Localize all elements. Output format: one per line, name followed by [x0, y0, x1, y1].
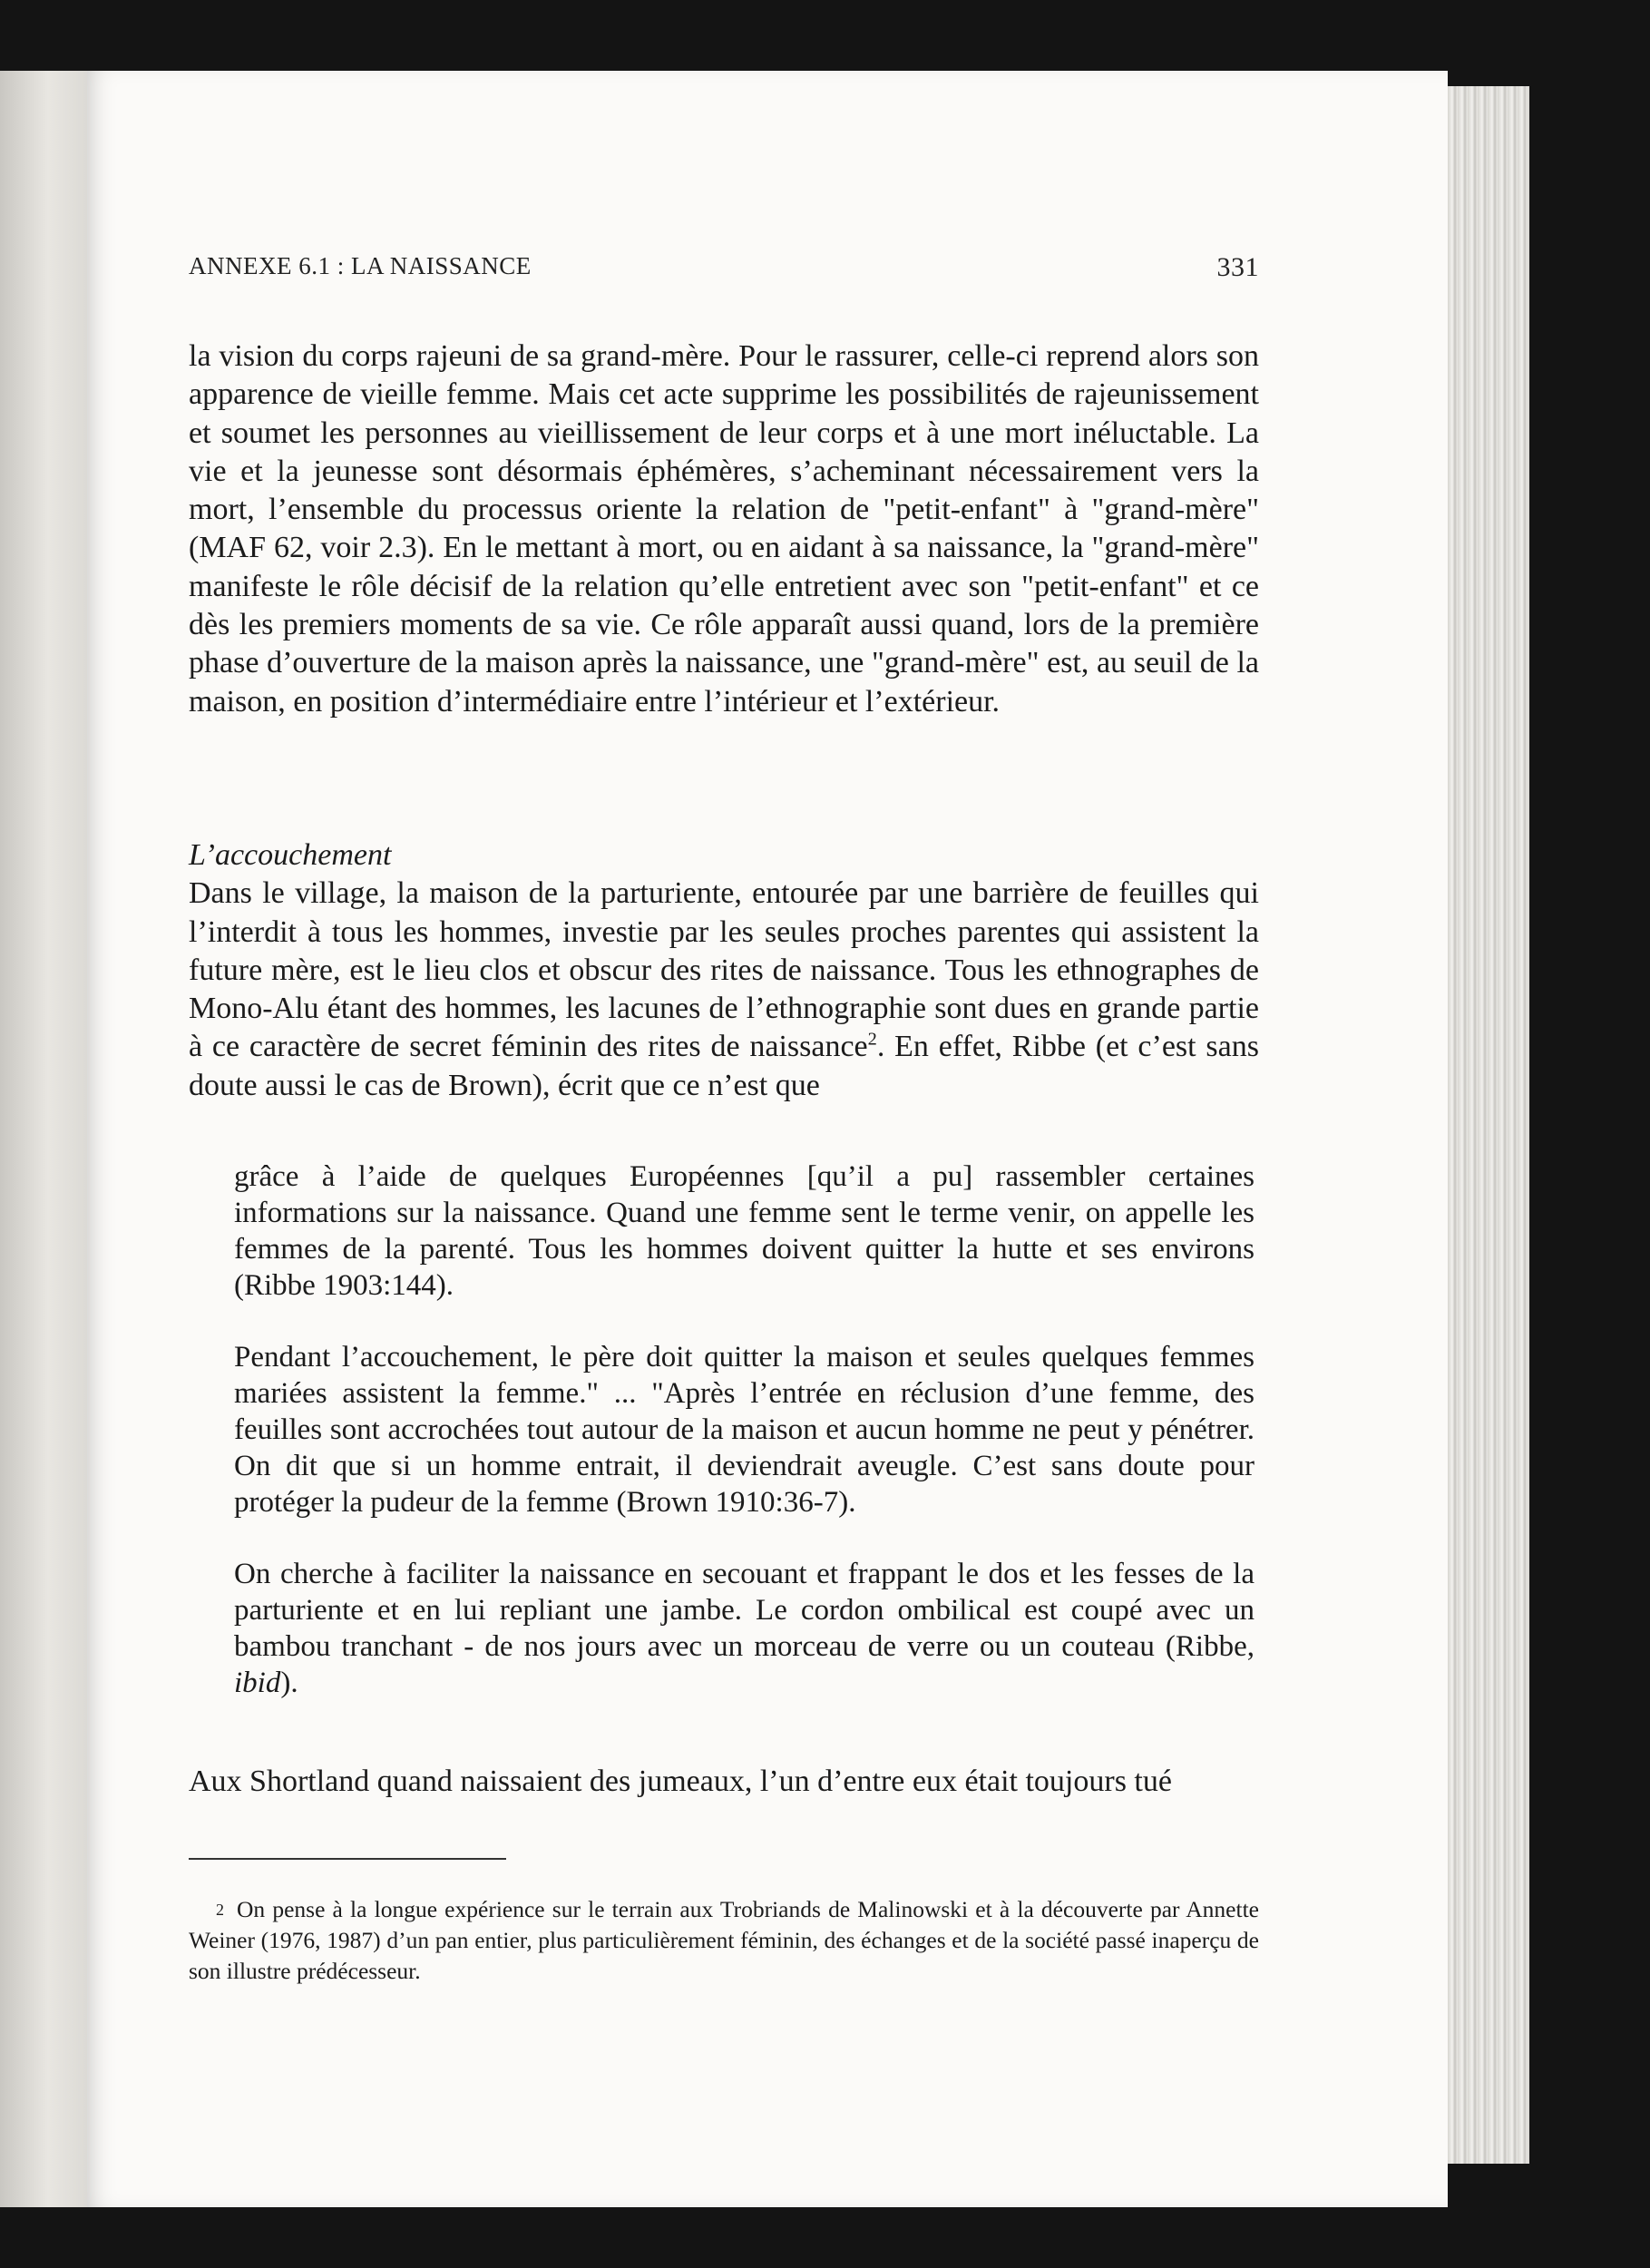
quote-3-end: ). — [280, 1667, 298, 1699]
paragraph-1: la vision du corps rajeuni de sa grand-mère. Pour le rassurer, celle-ci reprend alors son apparence de vieille femme. Mais cet acte supprime les possibilités de rajeunissement et soumet les personnes au vieillissement de leur corps et à une mort inéluctable. La vie et la jeunesse sont désormais éphémères, s’acheminant nécessairement vers la mort, l’ensemble du processus oriente la relation de "petit-enfant" à "grand-mère" (MAF 62, voir 2.3). En le mettant à mort, ou en aidant à sa naissance, la "grand-mère" manifeste le rôle décisif de la relation qu’elle entretient avec son "petit-enfant" et ce dès les premiers moments de sa vie. Ce rôle apparaît aussi quand, lors de la première phase d’ouverture de la maison après la naissance, une "grand-mère" est, au seuil de la maison, en position d’intermédiaire entre l’intérieur et l’extérieur. — [189, 339, 1259, 719]
body-text-bottom — [189, 1763, 1259, 1801]
final-paragraph: Aux Shortland quand naissaient des jumeaux, l’un d’entre eux était toujours tué — [189, 1765, 1172, 1798]
paragraph-2 — [189, 875, 1259, 1105]
running-head: ANNEXE 6.1 : LA NAISSANCE — [189, 252, 532, 279]
quote-3-text: On cherche à faciliter la naissance en secouant et frappant le dos et les fesses de la parturiente et en lui repliant une jambe. Le cordon ombilical est coupé avec un bambou tranchant - de nos jours avec un morceau de verre ou un couteau (Ribbe, — [234, 1558, 1255, 1663]
page-header — [189, 252, 1259, 285]
footnote-text: On pense à la longue expérience sur le terrain aux Trobriands de Malinowski et à la découverte par Annette Weiner (1976, 1987) d’un pan entier, plus particulièrement féminin, des échanges et de la société passé inaperçu de son illustre prédécesseur. — [189, 1896, 1259, 1984]
footnote-number: 2 — [216, 1901, 224, 1919]
paragraph-2-text-end: . En effet, Ribbe (et c’est sans doute aussi le cas de Brown), écrit que ce n’est que — [189, 1030, 1259, 1102]
left-page-edge — [0, 71, 87, 2207]
quote-3 — [234, 1556, 1255, 1701]
body-text-section — [189, 836, 1259, 1105]
body-text-top — [189, 337, 1259, 721]
page-stack-edge — [1448, 86, 1529, 2164]
paragraph-2-text: Dans le village, la maison de la parturiente, entourée par une barrière de feuilles qui l’interdit à tous les hommes, investie par les seules proches parentes qui assistent la future mère, est le lieu clos et obscur des rites de naissance. Tous les ethnographes de Mono-Alu étant des hommes, les lacunes de l’ethnographie sont dues en grande partie à ce caractère de secret féminin des rites de naissance — [189, 876, 1259, 1064]
footnote — [189, 1894, 1259, 1987]
section-heading: L’accouchement — [189, 838, 392, 872]
block-quotes — [234, 1158, 1255, 1736]
quote-2: Pendant l’accouchement, le père doit quitter la maison et seules quelques femmes mariées assistent la femme." ... "Après l’entrée en réclusion d’une femme, des feuilles sont accrochées tout autour de la maison et aucun homme ne peut y pénétrer. On dit que si un homme entrait, il deviendrait aveugle. C’est sans doute pour protéger la pudeur de la femme (Brown 1910:36-7). — [234, 1341, 1255, 1519]
page-number: 331 — [1216, 252, 1259, 282]
footnote-ref: 2 — [867, 1030, 877, 1051]
footnote-rule — [189, 1858, 506, 1860]
ibid-italic: ibid — [234, 1667, 281, 1699]
quote-1: grâce à l’aide de quelques Européennes [qu’il a pu] rassembler certaines informations sur la naissance. Quand une femme sent le terme venir, on appelle les femmes de la parenté. Tous les hommes doivent quitter la hutte et ses environs (Ribbe 1903:144). — [234, 1160, 1255, 1302]
